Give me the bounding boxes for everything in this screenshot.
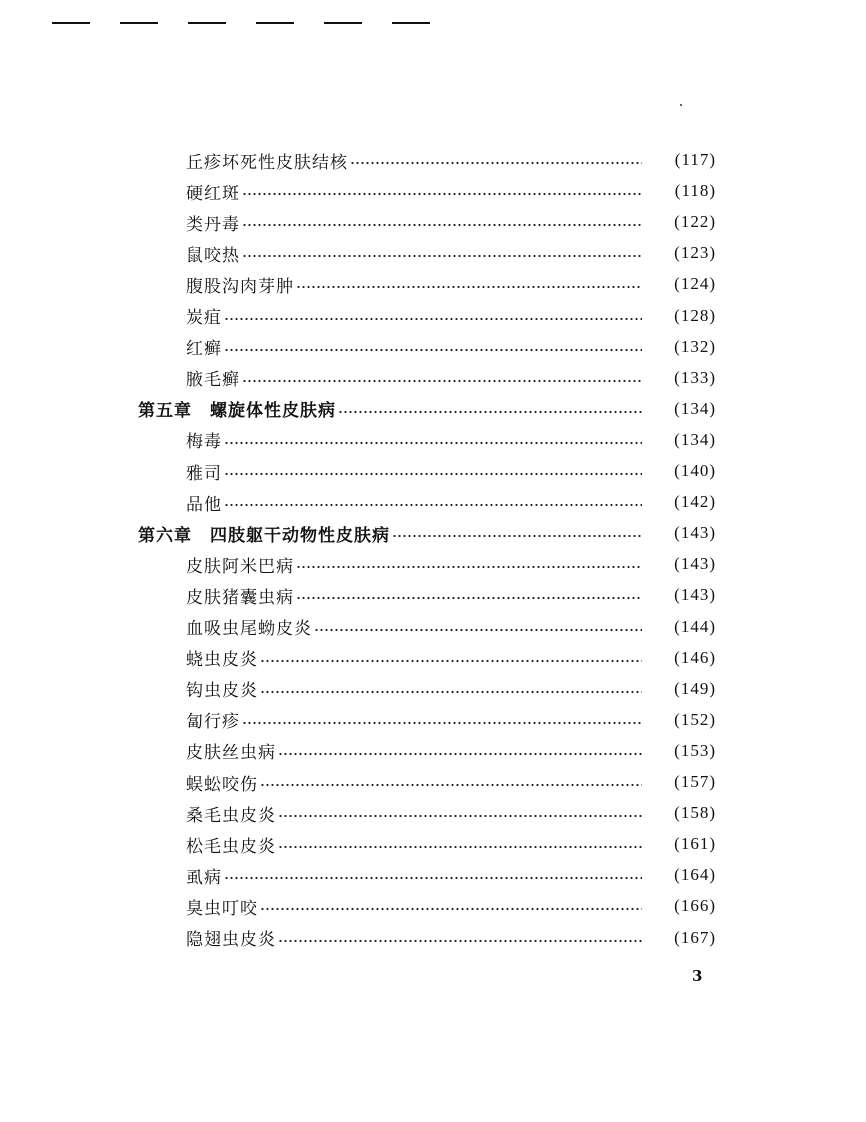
- entry-page: (149): [674, 678, 716, 698]
- chapter-number: 第五章: [138, 401, 192, 422]
- entry-title: 红癣: [186, 339, 222, 360]
- entry-title: 皮肤丝虫病: [186, 743, 276, 764]
- dot-leader: [224, 441, 642, 445]
- entry-title: 螺旋体性皮肤病: [210, 401, 336, 422]
- entry-title: 血吸虫尾蚴皮炎: [186, 619, 312, 639]
- entry-page: (134): [674, 398, 716, 418]
- entry-page: (128): [674, 305, 716, 325]
- entry-title: 腹股沟肉芽肿: [186, 276, 294, 297]
- dot-leader: [224, 348, 642, 352]
- entry-page: (140): [674, 461, 716, 480]
- toc-entry: [186, 677, 716, 701]
- dot-leader: [296, 285, 642, 289]
- entry-page: (167): [674, 927, 716, 947]
- entry-title: 蛲虫皮炎: [186, 650, 258, 671]
- dot-leader: [278, 752, 642, 756]
- entry-title: 皮肤猪囊虫病: [186, 587, 294, 608]
- dot-leader: [260, 690, 642, 694]
- entry-title: 桑毛虫皮炎: [186, 805, 276, 826]
- entry-title: 硬红斑: [186, 183, 240, 204]
- toc-entry: [186, 335, 716, 359]
- entry-title: 类丹毒: [186, 214, 240, 235]
- toc-entry: [186, 490, 716, 514]
- toc-entry: [186, 583, 716, 607]
- dot-leader: [278, 845, 642, 849]
- entry-page: (143): [674, 554, 716, 574]
- toc-entry: [186, 646, 716, 670]
- entry-page: (152): [674, 709, 716, 729]
- toc-entry: [186, 770, 716, 794]
- toc-chapter-entry: [138, 521, 716, 545]
- toc-entry: [186, 801, 716, 825]
- toc-entry: [186, 304, 716, 328]
- toc-entry: [186, 708, 716, 732]
- toc-entry: [186, 366, 716, 390]
- toc-entry: [186, 428, 716, 452]
- dot-leader: [278, 939, 642, 943]
- entry-title: 丘疹坏死性皮肤结核: [186, 152, 348, 173]
- entry-page: (134): [674, 429, 716, 449]
- entry-page: (117): [674, 150, 716, 169]
- dot-leader: [314, 628, 642, 632]
- entry-title: 梅毒: [186, 432, 222, 453]
- toc-entry: [186, 863, 716, 887]
- entry-page: (146): [674, 647, 716, 667]
- entry-title: 臭虫叮咬: [186, 898, 258, 919]
- page-number: 3: [692, 967, 703, 985]
- toc-entry: [186, 832, 716, 856]
- dot-leader: [242, 379, 642, 383]
- entry-page: (153): [674, 740, 716, 760]
- dot-leader: [224, 503, 642, 507]
- header-dash: [52, 22, 90, 24]
- entry-title: 腋毛癣: [186, 370, 240, 391]
- entry-page: (122): [674, 212, 716, 232]
- dot-leader: [392, 534, 642, 538]
- dot-leader: [224, 317, 642, 321]
- entry-page: (161): [674, 834, 716, 854]
- dot-leader: [224, 472, 642, 476]
- entry-title: 炭疽: [186, 308, 222, 328]
- entry-title: 松毛虫皮炎: [186, 836, 276, 857]
- header-dash: [324, 22, 362, 24]
- entry-title: 雅司: [186, 463, 222, 484]
- entry-title: 隐翅虫皮炎: [186, 930, 276, 950]
- toc-entry: [186, 894, 716, 918]
- dot-leader: [350, 161, 642, 165]
- entry-title: 虱病: [186, 867, 222, 888]
- dot-leader: [242, 721, 642, 725]
- dot-leader: [338, 410, 642, 414]
- entry-page: (143): [674, 585, 716, 605]
- entry-title: 蜈蚣咬伤: [186, 774, 258, 795]
- entry-page: (142): [674, 492, 716, 512]
- entry-page: (123): [674, 243, 716, 263]
- entry-page: (143): [674, 523, 716, 543]
- dot-leader: [242, 192, 642, 196]
- toc-entry: [186, 615, 716, 639]
- entry-page: (144): [674, 616, 716, 636]
- dot-leader: [296, 596, 642, 600]
- header-rule: [52, 22, 452, 26]
- dot-leader: [260, 783, 642, 787]
- chapter-number: 第六章: [138, 525, 192, 546]
- dot-leader: [242, 223, 642, 227]
- dot-leader: [278, 814, 642, 818]
- entry-title: 匐行疹: [186, 712, 240, 733]
- header-dash: [256, 22, 294, 24]
- toc-entry: [186, 459, 716, 483]
- dot-leader: [260, 907, 642, 911]
- toc-chapter-entry: [138, 397, 716, 421]
- entry-page: (132): [674, 336, 716, 356]
- dot-leader: [224, 876, 642, 880]
- entry-title: 皮肤阿米巴病: [186, 556, 294, 577]
- entry-title: 四肢躯干动物性皮肤病: [210, 525, 390, 546]
- toc-entry: [186, 179, 716, 203]
- toc-entry: [186, 552, 716, 576]
- header-dash: [188, 22, 226, 24]
- toc-entry: [186, 739, 716, 763]
- dot-leader: [260, 659, 642, 663]
- scan-speck: [680, 104, 682, 106]
- entry-title: 品他: [186, 494, 222, 515]
- toc-entry: [186, 210, 716, 234]
- entry-page: (164): [674, 865, 716, 885]
- toc-entry: [186, 148, 716, 172]
- dot-leader: [242, 254, 642, 258]
- toc-entry: [186, 926, 716, 950]
- entry-page: (118): [674, 181, 716, 201]
- entry-title: 鼠咬热: [186, 245, 240, 266]
- entry-page: (166): [674, 896, 716, 916]
- entry-page: (133): [674, 367, 716, 387]
- entry-page: (124): [674, 274, 716, 294]
- toc-entry: [186, 241, 716, 265]
- entry-page: (158): [674, 803, 716, 823]
- dot-leader: [296, 565, 642, 569]
- entry-page: (157): [674, 772, 716, 791]
- header-dash: [120, 22, 158, 24]
- header-dash: [392, 22, 430, 24]
- entry-title: 钩虫皮炎: [186, 681, 258, 702]
- toc-entry: [186, 272, 716, 296]
